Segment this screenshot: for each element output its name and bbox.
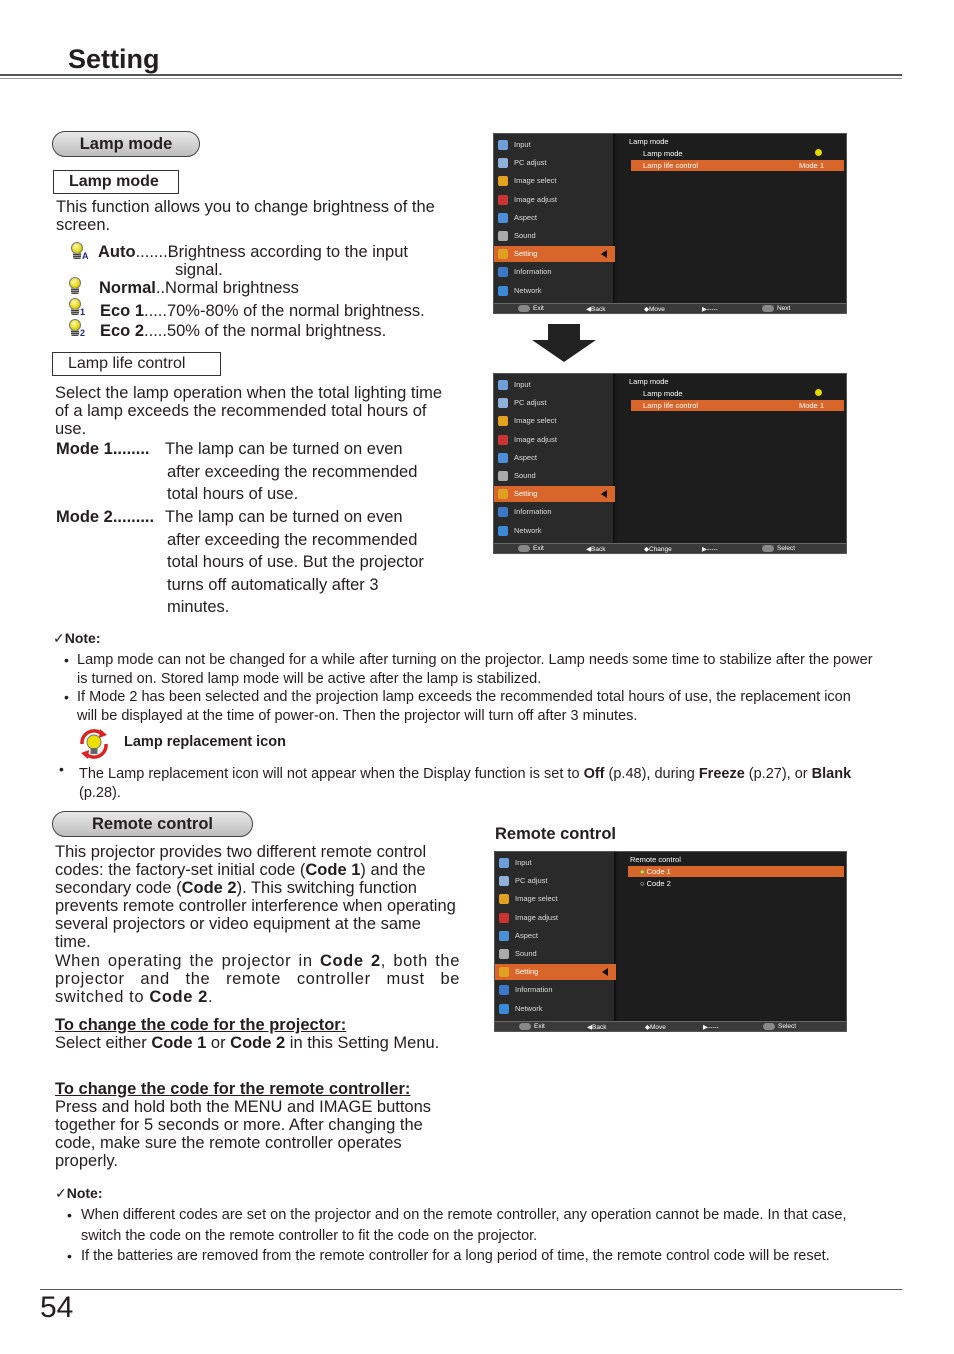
menu-item-label: Sound [514,471,536,480]
menu-screenshot-remote-control [494,851,847,1032]
menu-item-label: Aspect [514,212,537,222]
menu-screenshot-lamp-life [493,373,847,554]
lamp-life-intro: Select the lamp operation when the total lighting time of a lamp exceeds the recommended total hours of use. [55,384,443,438]
menu-item-icon [498,213,508,223]
menu-item-icon [498,398,508,408]
menu-row: Lamp mode [631,148,844,159]
menu-left-pane [495,852,616,1022]
lamp-eco1-icon: 1 [68,298,82,316]
remote-controller-instructions: To change the code for the remote controller: Press and hold both the MENU and IMAGE buttons together for 5 seconds or more. After changing the code, make sure the remote controller operates properly. [55,1080,432,1170]
lamp-mode-box-label: Lamp mode [53,170,179,194]
menu-right-pane [618,852,846,1022]
lamp-normal-icon [68,277,82,295]
menu-item-icon [499,949,509,959]
menu-item-label: Network [515,1003,543,1013]
footer-rule [40,1289,902,1290]
note1-bullet-1: • Lamp mode can not be changed for a while after turning on the projector. Lamp needs some time to stabilize after the power is turned on. Stored lamp mode will be active after the lamp is stabilized. [64,652,873,687]
menu-item-label: Input [514,380,531,389]
option-eco2: Eco 2.....50% of the normal brightness. [100,322,387,340]
mode1-desc: The lamp can be turned on even after exceeding the recommended total hours of use. [165,440,418,504]
menu-item-aspect [495,928,616,944]
menu-right-pane [617,134,846,304]
menu-item-label: PC adjust [514,158,547,168]
menu-item-network [495,1001,616,1017]
menu-item-pc-adjust [495,873,616,889]
remote-paragraph-2: When operating the projector in Code 2, both the projector and the remote controller must be switched to Code 2. [55,952,460,1006]
menu-item-icon [498,176,508,186]
menu-item-icon [499,931,509,941]
menu-item-image-select [494,173,615,189]
menu-item-icon [498,140,508,150]
menu-item-information [495,982,616,998]
menu-item-setting [495,964,616,980]
menu-row-highlight: ● Code 1 [628,866,844,877]
menu-item-label: Setting [514,489,538,499]
menu-item-icon [498,249,508,259]
arrow-left-icon [602,968,608,976]
menu-item-icon [498,489,508,499]
lamp-mode-intro: This function allows you to change brightness of the screen. [56,198,435,234]
menu-footer: Exit ◀Back ◆Move ▶----- Select [495,1021,846,1031]
arrow-left-icon [601,250,607,258]
note2-bullet-2: • If the batteries are removed from the remote controller for a long period of time, the remote control code will be reset. [67,1248,830,1264]
menu-item-label: Image select [514,416,557,426]
menu-item-input [494,137,615,153]
menu-row-highlight: Lamp life control Mode 1 [631,400,844,411]
mode2-desc: The lamp can be turned on even after exceeding the recommended total hours of use. But the projector turns off automatically after 3 minutes. [165,508,424,617]
menu-item-icon [498,267,508,277]
menu-item-icon [498,416,508,426]
menu-item-information [494,504,615,520]
lamp-mode-pill: Lamp mode [52,131,200,157]
menu-item-label: Image select [514,176,557,186]
menu-item-label: Sound [515,949,537,958]
menu-item-label: Input [514,140,531,149]
lamp-auto-icon: A [70,242,84,260]
menu-item-label: Input [515,858,532,867]
menu-item-label: Sound [514,231,536,240]
menu-item-pc-adjust [494,395,615,411]
note-title: ✓Note: [55,1185,103,1201]
note-title: ✓Note: [53,630,101,646]
option-auto: Auto.......Brightness according to the input [98,243,408,261]
menu-item-label: PC adjust [515,876,548,886]
header-rule [0,74,902,76]
menu-item-icon [498,507,508,517]
menu-item-pc-adjust [494,155,615,171]
menu-item-information [494,264,615,280]
menu-item-icon [498,453,508,463]
option-normal: Normal..Normal brightness [99,279,299,297]
menu-item-image-adjust [495,910,616,926]
menu-footer: Exit ◀Back ◆Change ▶----- Select [494,543,846,553]
menu-item-aspect [494,210,615,226]
menu-item-icon [499,894,509,904]
menu-item-image-adjust [494,192,615,208]
remote-control-caption: Remote control [495,825,617,843]
menu-item-label: Image select [515,894,558,904]
menu-left-pane [494,134,615,304]
bullet-dot: • [59,761,64,777]
menu-item-network [494,283,615,299]
remote-control-pill: Remote control [52,811,253,837]
menu-row: ○ Code 2 [640,879,671,888]
mode2-label: Mode 2......... [56,508,155,526]
menu-item-setting [494,486,615,502]
menu-item-icon [498,380,508,390]
menu-item-label: Setting [514,249,538,259]
menu-item-label: Image adjust [514,434,557,444]
menu-item-label: Image adjust [514,194,557,204]
menu-item-label: Aspect [515,930,538,940]
menu-row: Lamp mode [631,388,844,399]
menu-item-icon [498,231,508,241]
menu-item-label: PC adjust [514,398,547,408]
mode1-label: Mode 1........ [56,440,150,458]
lamp-eco2-icon: 2 [68,319,82,337]
menu-item-input [494,377,615,393]
menu-item-icon [498,286,508,296]
remote-projector-instructions: To change the code for the projector: Select either Code 1 or Code 2 in this Setting Menu. [55,1016,440,1052]
menu-item-image-select [494,413,615,429]
menu-item-setting [494,246,615,262]
menu-item-label: Setting [515,967,539,977]
menu-item-icon [499,858,509,868]
lamp-replacement-icon [76,726,112,762]
page-title: Setting [68,44,160,74]
lamp-life-box-label: Lamp life control [52,352,221,376]
menu-item-label: Information [514,267,552,277]
menu-item-sound [495,946,616,962]
menu-item-icon [498,435,508,445]
remote-paragraph-1: This projector provides two different remote control codes: the factory-set initial code (Code 1) and the secondary code (Code 2). This switching function prevents remote controller interference when operating several projectors or video equipment at the same time. [55,843,456,951]
option-auto-desc2: signal. [175,261,223,279]
down-arrow-icon [532,324,596,362]
menu-row-highlight: Lamp life control Mode 1 [631,160,844,171]
menu-item-sound [494,228,615,244]
option-eco1: Eco 1.....70%-80% of the normal brightness. [100,302,425,320]
menu-item-aspect [494,450,615,466]
menu-item-label: Information [514,507,552,517]
menu-title: Lamp mode [629,377,669,386]
menu-item-icon [499,967,509,977]
menu-item-icon [498,471,508,481]
note2-bullet-1: • When different codes are set on the projector and on the remote controller, any operation cannot be made. In that case, switch the code on the remote controller to fit the code on the projector. [67,1207,847,1244]
menu-item-image-adjust [494,432,615,448]
menu-item-label: Aspect [514,452,537,462]
menu-left-pane [494,374,615,544]
menu-item-label: Network [514,525,542,535]
menu-item-icon [499,1004,509,1014]
lamp-replacement-caption: Lamp replacement icon [124,734,286,750]
arrow-left-icon [601,490,607,498]
menu-item-icon [499,913,509,923]
menu-item-network [494,523,615,539]
menu-item-icon [498,526,508,536]
menu-item-label: Image adjust [515,912,558,922]
menu-title: Remote control [630,855,681,864]
menu-right-pane [617,374,846,544]
menu-item-icon [498,195,508,205]
menu-item-input [495,855,616,871]
menu-item-icon [499,876,509,886]
page-number: 54 [40,1291,74,1324]
menu-item-label: Information [515,985,553,995]
note1-bullet-2: • If Mode 2 has been selected and the projection lamp exceeds the recommended total hours of use, the replacement icon will be displayed at the time of power-on. Then the projector will turn off after 3 minutes. [64,689,851,724]
menu-item-sound [494,468,615,484]
menu-screenshot-lamp-mode [493,133,847,314]
menu-item-label: Network [514,285,542,295]
menu-item-icon [498,158,508,168]
menu-footer: Exit ◀Back ◆Move ▶----- Next [494,303,846,313]
menu-title: Lamp mode [629,137,669,146]
menu-item-icon [499,985,509,995]
header-rule-thin [0,78,902,79]
note1-extra: The Lamp replacement icon will not appear when the Display function is set to Off (p.48), during Freeze (p.27), or Blank (p.28). [79,766,852,801]
menu-item-image-select [495,891,616,907]
